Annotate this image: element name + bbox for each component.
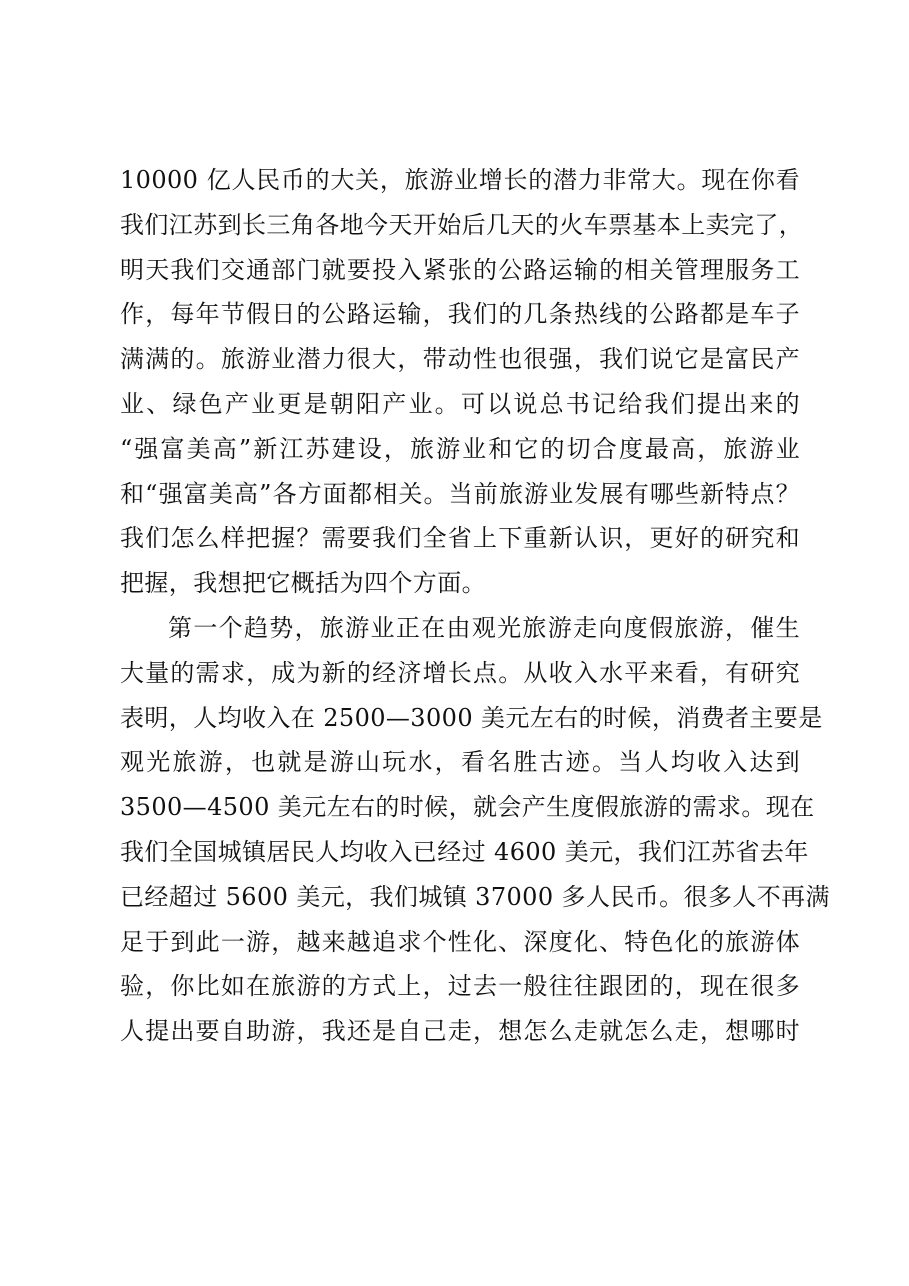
text-line: 作，每年节假日的公路运输，我们的几条热线的公路都是车子 bbox=[120, 300, 800, 329]
text-line: 表明，人均收入在 2500—3000 美元左右的时候，消费者主要是 bbox=[120, 703, 823, 732]
paragraph-first-line: 第一个趋势，旅游业正在由观光旅游走向度假旅游，催生 bbox=[168, 613, 800, 642]
text-line: 3500—4500 美元左右的时候，就会产生度假旅游的需求。现在 bbox=[120, 793, 815, 822]
text-line: 足于到此一游，越来越追求个性化、深度化、特色化的旅游体 bbox=[120, 927, 800, 956]
text-line: 验，你比如在旅游的方式上，过去一般往往跟团的，现在很多 bbox=[120, 972, 800, 1001]
text-line: 满满的。旅游业潜力很大，带动性也很强，我们说它是富民产 bbox=[120, 345, 800, 374]
text-line: 把握，我想把它概括为四个方面。 bbox=[120, 569, 486, 598]
text-line: 人提出要自助游，我还是自己走，想怎么走就怎么走，想哪时 bbox=[120, 1017, 800, 1046]
text-line: 已经超过 5600 美元，我们城镇 37000 多人民币。很多人不再满 bbox=[120, 882, 830, 911]
text-line: “强富美高”新江苏建设，旅游业和它的切合度最高，旅游业 bbox=[120, 434, 800, 463]
text-line: 明天我们交通部门就要投入紧张的公路运输的相关管理服务工 bbox=[120, 255, 800, 284]
text-line: 我们全国城镇居民人均收入已经过 4600 美元，我们江苏省去年 bbox=[120, 837, 809, 866]
text-line: 业、绿色产业更是朝阳产业。可以说总书记给我们提出来的 bbox=[120, 389, 800, 418]
text-line: 我们怎么样把握？需要我们全省上下重新认识，更好的研究和 bbox=[120, 524, 800, 553]
text-line: 10000 亿人民币的大关，旅游业增长的潜力非常大。现在你看 bbox=[120, 166, 800, 194]
body-text bbox=[120, 158, 830, 1054]
text-line: 大量的需求，成为新的经济增长点。从收入水平来看，有研究 bbox=[120, 658, 800, 687]
text-line: 观光旅游，也就是游山玩水，看名胜古迹。当人均收入达到 bbox=[120, 748, 800, 777]
text-line: 和“强富美高”各方面都相关。当前旅游业发展有哪些新特点？ bbox=[120, 479, 800, 508]
text-line: 我们江苏到长三角各地今天开始后几天的火车票基本上卖完了， bbox=[120, 210, 804, 239]
